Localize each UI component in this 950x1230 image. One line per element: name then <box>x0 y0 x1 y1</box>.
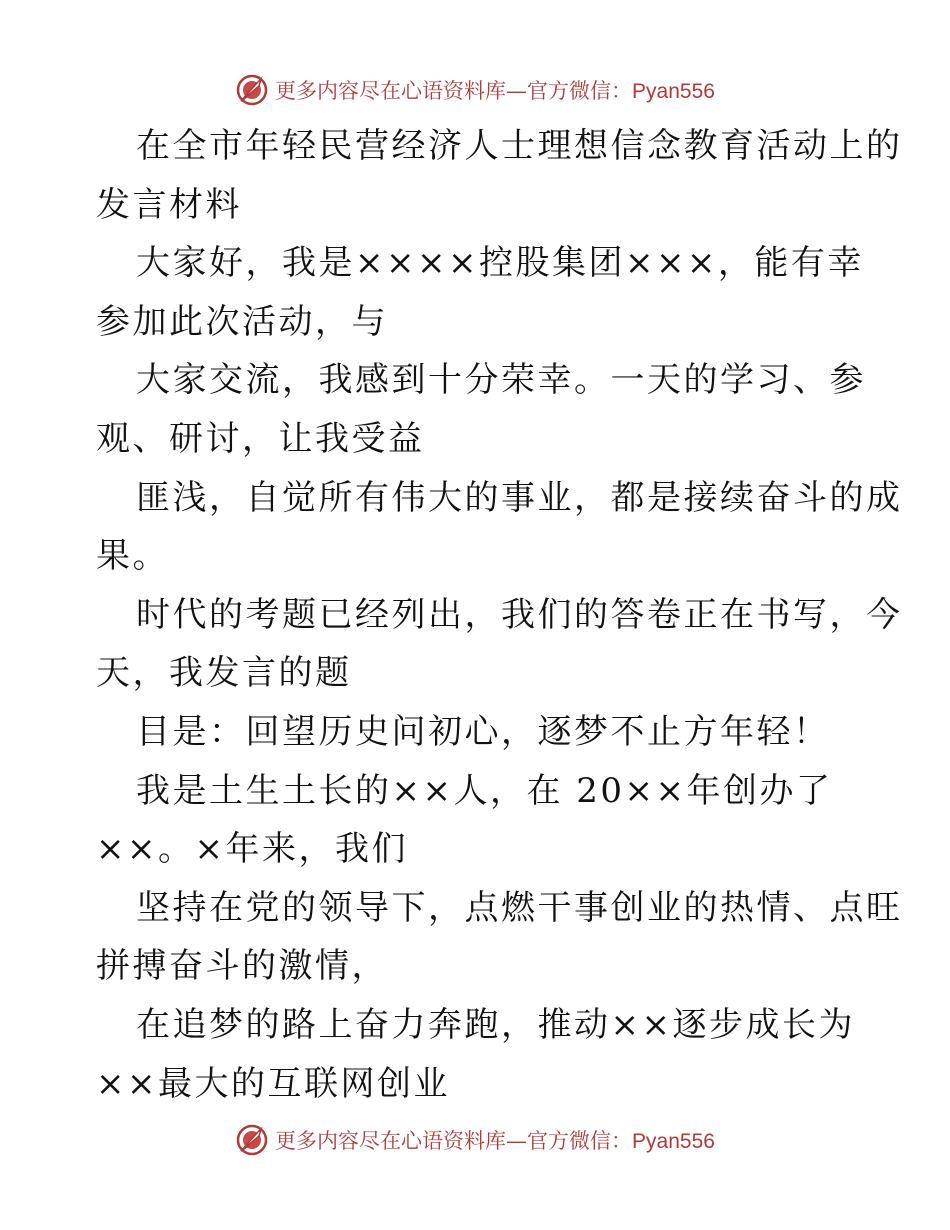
text-line: 拼搏奋斗的激情， <box>96 946 388 987</box>
text-line: ××最大的互联网创业 <box>96 1063 450 1104</box>
text-line: 大家交流，我感到十分荣幸。一天的学习、参 <box>136 360 866 401</box>
text-line: 我是土生土长的××人，在 20××年创办了 <box>136 770 833 811</box>
text-line: 观、研讨，让我受益 <box>96 418 425 459</box>
text-line: 坚持在党的领导下，点燃干事创业的热情、点旺 <box>136 887 903 928</box>
watermark-text: 更多内容尽在心语资料库—官方微信：Pyan556 <box>275 79 715 103</box>
text-line: 参加此次活动，与 <box>96 301 388 342</box>
text-line: 目是：回望历史问初心，逐梦不止方年轻！ <box>136 711 830 752</box>
header-watermark <box>0 70 950 110</box>
document-body <box>96 117 903 1113</box>
text-line: 发言材料 <box>96 184 242 225</box>
quill-logo-icon <box>235 73 269 107</box>
text-line: 果。 <box>96 536 169 577</box>
watermark-text: 更多内容尽在心语资料库—官方微信：Pyan556 <box>275 1129 715 1153</box>
footer-watermark <box>0 1120 950 1160</box>
text-line: 在全市年轻民营经济人士理想信念教育活动上的 <box>136 126 903 166</box>
text-line: ××。×年来，我们 <box>96 829 408 870</box>
text-line: 天，我发言的题 <box>96 653 352 694</box>
text-line: 大家好，我是××××控股集团×××，能有幸 <box>136 243 864 284</box>
text-line: 时代的考题已经列出，我们的答卷正在书写，今 <box>136 594 903 635</box>
quill-logo-icon <box>235 1123 269 1157</box>
text-line: 在追梦的路上奋力奔跑，推动××逐步成长为 <box>136 1004 855 1045</box>
text-line: 匪浅，自觉所有伟大的事业，都是接续奋斗的成 <box>136 477 903 518</box>
